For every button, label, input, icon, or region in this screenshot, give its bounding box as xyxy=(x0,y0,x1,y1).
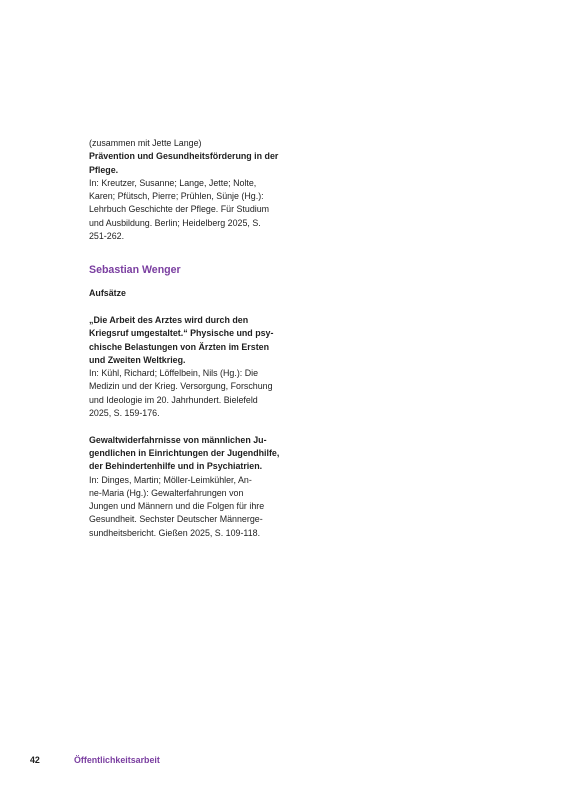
citation-line: Karen; Pfütsch, Pierre; Prühlen, Sünje (Hg.): xyxy=(89,191,264,202)
citation-line: und Ausbildung. Berlin; Heidelberg 2025, S. xyxy=(89,217,261,228)
citation-line: ne-Maria (Hg.): Gewalterfahrungen von xyxy=(89,487,244,498)
spacer xyxy=(89,301,294,314)
footer-section-name: Öffentlichkeitsarbeit xyxy=(74,755,160,765)
publication-title-line: und Zweiten Weltkrieg. xyxy=(89,354,186,365)
citation-line: 2025, S. 159-176. xyxy=(89,408,160,419)
publication-title-line: Prävention und Gesundheitsförderung in der xyxy=(89,151,279,162)
citation-line: sundheitsbericht. Gießen 2025, S. 109-118. xyxy=(89,527,261,538)
page-number: 42 xyxy=(30,755,40,765)
publication-title-line: Gewaltwiderfahrnisse von männlichen Ju- xyxy=(89,434,267,445)
publication-title-line: gendlichen in Einrichtungen der Jugendhilfe, xyxy=(89,447,280,458)
citation-line: 251-262. xyxy=(89,231,125,242)
publication-title-line: Kriegsruf umgestaltet.“ Physische und psy- xyxy=(89,328,274,339)
citation-line: Medizin und der Krieg. Versorgung, Forschung xyxy=(89,381,273,392)
author-name: Sebastian Wenger xyxy=(89,264,181,277)
section-heading: Aufsätze xyxy=(89,288,126,299)
citation-line: In: Kreutzer, Susanne; Lange, Jette; Nolte, xyxy=(89,177,257,188)
citation-line: In: Kühl, Richard; Löffelbein, Nils (Hg.): Die xyxy=(89,368,259,379)
publication-title-line: Pflege. xyxy=(89,164,119,175)
citation-line: Lehrbuch Geschichte der Pflege. Für Studium xyxy=(89,204,270,215)
publication-entry-praevention xyxy=(89,137,294,243)
spacer xyxy=(89,420,294,433)
publication-title-line: „Die Arbeit des Arztes wird durch den xyxy=(89,314,249,325)
citation-line: und Ideologie im 20. Jahrhundert. Bielefeld xyxy=(89,394,258,405)
publication-list xyxy=(89,137,294,540)
citation-line: Jungen und Männern und die Folgen für ihre xyxy=(89,501,265,512)
citation-line: In: Dinges, Martin; Möller-Leimkühler, An- xyxy=(89,474,252,485)
spacer xyxy=(89,243,294,263)
publication-entry-gewaltwiderfahrnisse xyxy=(89,434,294,540)
coauthor-note: (zusammen mit Jette Lange) xyxy=(89,138,202,148)
publication-title-line: chische Belastungen von Ärzten im Ersten xyxy=(89,341,270,352)
publication-entry-arbeit-des-arztes xyxy=(89,314,294,420)
citation-line: Gesundheit. Sechster Deutscher Männerge- xyxy=(89,514,263,525)
publication-title-line: der Behindertenhilfe und in Psychiatrien. xyxy=(89,461,263,472)
